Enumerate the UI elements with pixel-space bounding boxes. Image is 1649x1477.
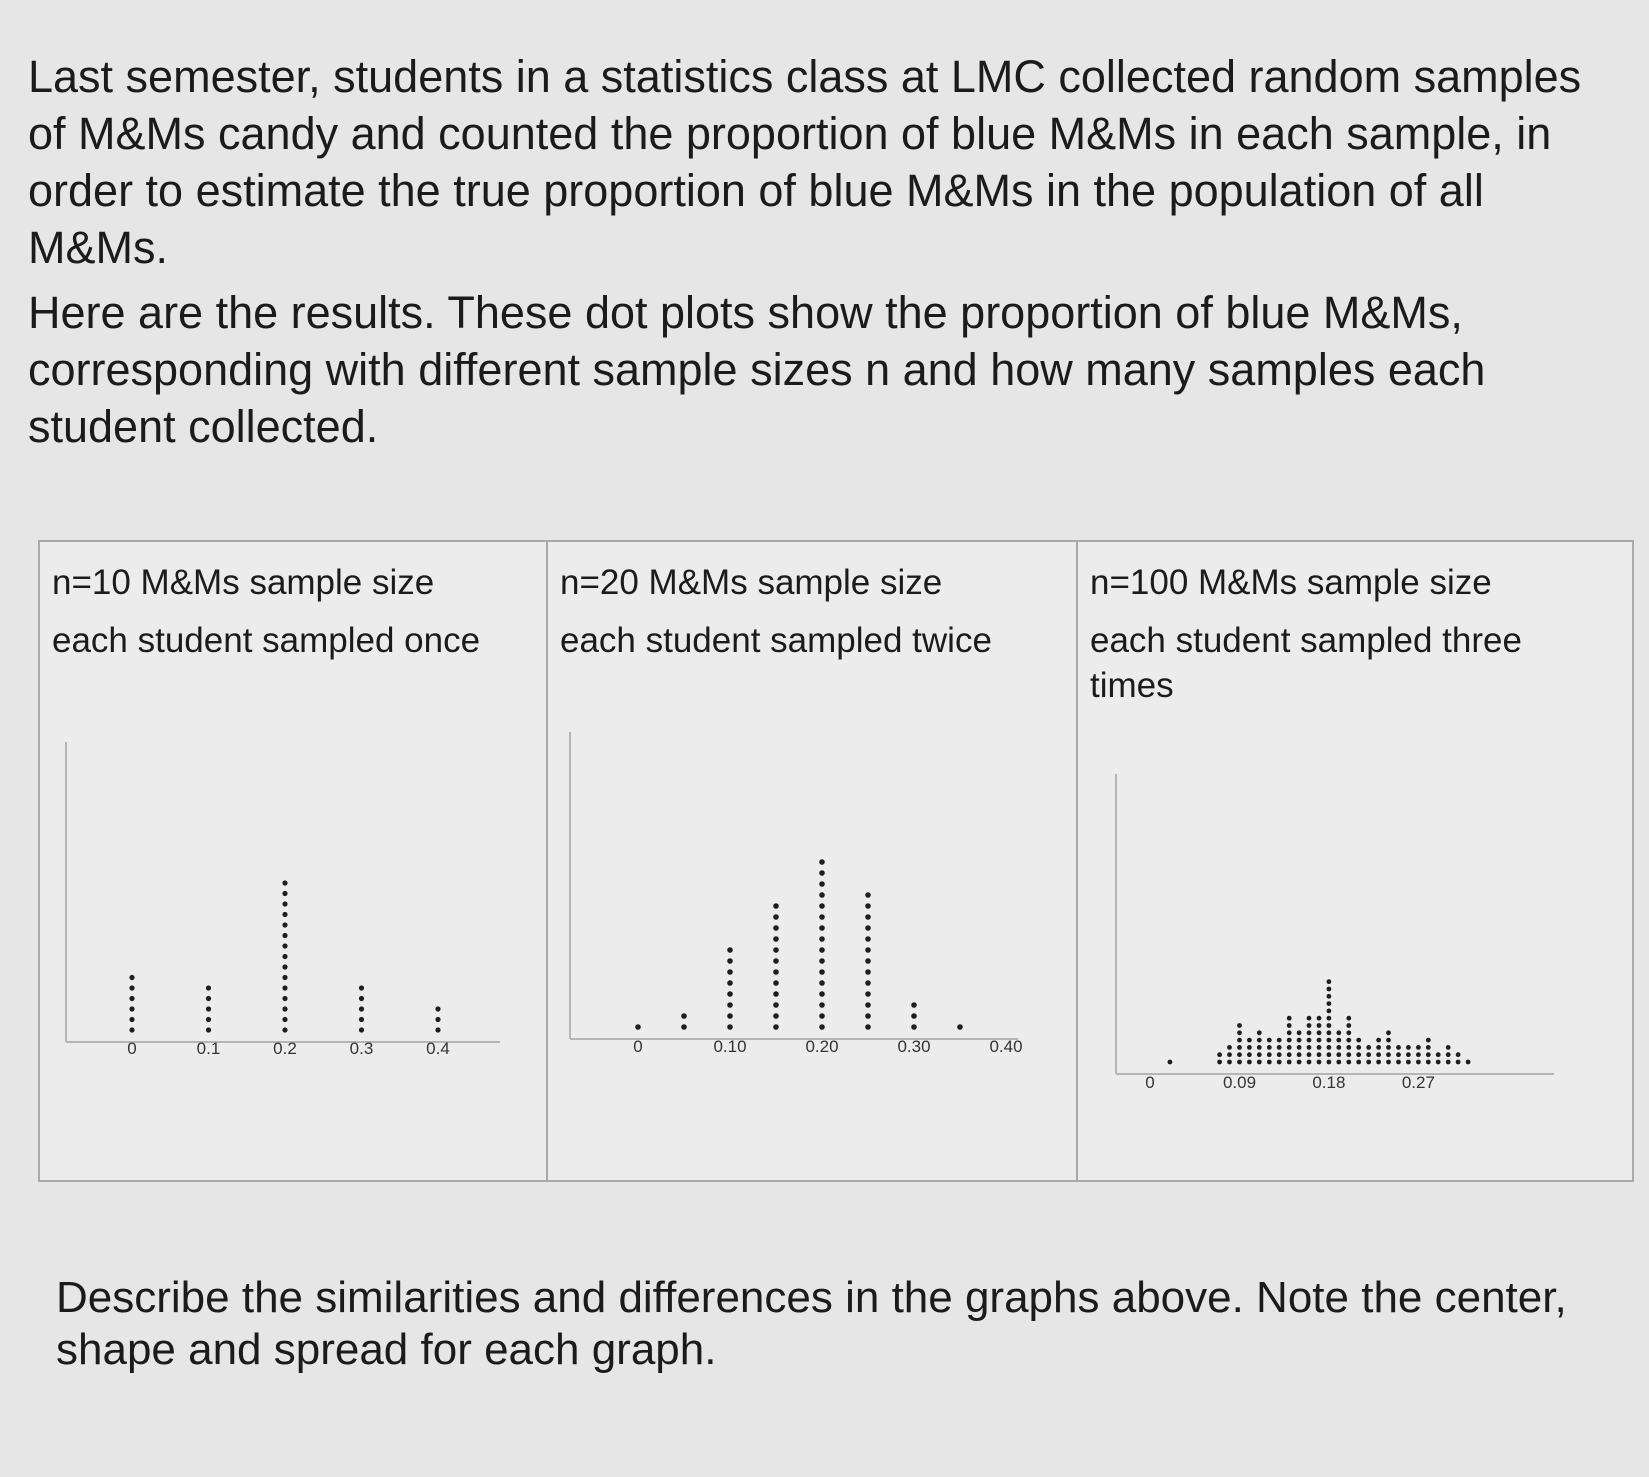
dot-point bbox=[1366, 1060, 1371, 1065]
dot-point bbox=[1217, 1052, 1222, 1057]
dot-point bbox=[1168, 1060, 1173, 1065]
dot-point bbox=[1227, 1052, 1232, 1057]
dot-point bbox=[282, 1017, 287, 1022]
dot-point bbox=[1277, 1045, 1282, 1050]
dot-point bbox=[1426, 1052, 1431, 1057]
dot-point bbox=[819, 903, 825, 909]
x-tick-label: 0.4 bbox=[426, 1039, 450, 1058]
dot-point bbox=[1346, 1052, 1351, 1057]
dot-point bbox=[1317, 1030, 1322, 1035]
dot-point bbox=[1317, 1052, 1322, 1057]
dot-point bbox=[773, 914, 779, 920]
panel-n10 bbox=[40, 542, 548, 1180]
dot-point bbox=[1297, 1060, 1302, 1065]
dot-point bbox=[1287, 1052, 1292, 1057]
dot-plot-n100 bbox=[1078, 542, 1632, 1184]
dot-point bbox=[1327, 1038, 1332, 1043]
dot-point bbox=[1406, 1052, 1411, 1057]
dot-point bbox=[1257, 1045, 1262, 1050]
dot-point bbox=[1227, 1045, 1232, 1050]
x-tick-label: 0.3 bbox=[349, 1039, 374, 1058]
dot-point bbox=[819, 859, 825, 865]
dot-point bbox=[773, 947, 779, 953]
x-tick-label: 0.1 bbox=[196, 1039, 221, 1058]
dot-point bbox=[129, 1027, 134, 1032]
dot-point bbox=[1297, 1052, 1302, 1057]
dot-point bbox=[1336, 1038, 1341, 1043]
dot-point bbox=[819, 925, 825, 931]
dot-point bbox=[1247, 1038, 1252, 1043]
dot-point bbox=[359, 996, 364, 1001]
dot-point bbox=[1267, 1038, 1272, 1043]
dot-point bbox=[819, 1024, 825, 1030]
dot-point bbox=[1386, 1045, 1391, 1050]
panel-n100 bbox=[1078, 542, 1632, 1180]
dot-point bbox=[819, 947, 825, 953]
dot-point bbox=[819, 980, 825, 986]
dot-point bbox=[359, 1006, 364, 1011]
dot-point bbox=[819, 870, 825, 876]
dot-point bbox=[773, 903, 779, 909]
dot-point bbox=[1346, 1023, 1351, 1028]
dot-point bbox=[1456, 1052, 1461, 1057]
dot-point bbox=[1307, 1023, 1312, 1028]
dot-point bbox=[282, 996, 287, 1001]
dot-point bbox=[1327, 1030, 1332, 1035]
dot-point bbox=[1237, 1052, 1242, 1057]
dot-point bbox=[1287, 1030, 1292, 1035]
dot-point bbox=[1307, 1030, 1312, 1035]
dot-point bbox=[1307, 1016, 1312, 1021]
dot-point bbox=[1237, 1038, 1242, 1043]
dot-point bbox=[865, 969, 871, 975]
dot-point bbox=[1406, 1060, 1411, 1065]
dot-point bbox=[727, 980, 733, 986]
dot-point bbox=[1456, 1060, 1461, 1065]
intro-paragraph: Last semester, students in a statistics class at LMC collected random samples of M&Ms candy and counted the proportion of blue M&Ms in each sample, in order to estimate the true proportion of blue M&Ms in the population of all M&Ms. bbox=[28, 51, 1582, 273]
dot-point bbox=[1327, 1045, 1332, 1050]
dot-point bbox=[206, 996, 211, 1001]
dot-point bbox=[282, 880, 287, 885]
dot-point bbox=[1436, 1060, 1441, 1065]
dot-point bbox=[819, 892, 825, 898]
dot-point bbox=[1466, 1060, 1471, 1065]
dot-point bbox=[819, 881, 825, 887]
dot-point bbox=[773, 1002, 779, 1008]
dot-point bbox=[819, 969, 825, 975]
dot-point bbox=[727, 1013, 733, 1019]
dot-point bbox=[129, 1017, 134, 1022]
dot-plot-n20 bbox=[548, 542, 1078, 1184]
dot-point bbox=[359, 1027, 364, 1032]
dot-point bbox=[865, 936, 871, 942]
dot-point bbox=[1327, 1001, 1332, 1006]
dot-point bbox=[819, 936, 825, 942]
dot-point bbox=[819, 958, 825, 964]
dot-point bbox=[1297, 1030, 1302, 1035]
dot-point bbox=[1247, 1052, 1252, 1057]
dot-point bbox=[1336, 1052, 1341, 1057]
dot-point bbox=[129, 985, 134, 990]
dot-point bbox=[727, 947, 733, 953]
dot-point bbox=[1307, 1052, 1312, 1057]
dot-point bbox=[1237, 1045, 1242, 1050]
dot-point bbox=[1376, 1052, 1381, 1057]
dot-point bbox=[282, 975, 287, 980]
dot-point bbox=[1356, 1045, 1361, 1050]
dot-point bbox=[1257, 1052, 1262, 1057]
dot-point bbox=[1346, 1016, 1351, 1021]
dot-point bbox=[1287, 1060, 1292, 1065]
x-tick-label: 0 bbox=[633, 1037, 643, 1056]
dot-point bbox=[865, 892, 871, 898]
dot-point bbox=[1346, 1060, 1351, 1065]
dot-point bbox=[1237, 1060, 1242, 1065]
dot-point bbox=[1366, 1045, 1371, 1050]
dot-point bbox=[282, 933, 287, 938]
dot-point bbox=[865, 980, 871, 986]
dot-point bbox=[1267, 1060, 1272, 1065]
dot-point bbox=[865, 1024, 871, 1030]
dot-point bbox=[773, 991, 779, 997]
dot-point bbox=[1317, 1060, 1322, 1065]
dot-point bbox=[282, 922, 287, 927]
dot-point bbox=[1436, 1052, 1441, 1057]
dot-point bbox=[282, 985, 287, 990]
dot-point bbox=[129, 996, 134, 1001]
dot-plot-n10 bbox=[40, 542, 548, 1184]
dot-point bbox=[282, 1006, 287, 1011]
dot-point bbox=[1426, 1045, 1431, 1050]
dot-point bbox=[1327, 979, 1332, 984]
dot-point bbox=[773, 1013, 779, 1019]
dot-point bbox=[1247, 1045, 1252, 1050]
dot-point bbox=[1297, 1038, 1302, 1043]
dot-point bbox=[1386, 1038, 1391, 1043]
dot-point bbox=[1416, 1060, 1421, 1065]
dot-point bbox=[819, 914, 825, 920]
dot-point bbox=[727, 1024, 733, 1030]
dot-point bbox=[359, 985, 364, 990]
dot-point bbox=[681, 1013, 687, 1019]
dot-point bbox=[1307, 1038, 1312, 1043]
dot-point bbox=[1277, 1052, 1282, 1057]
panel-subtitle: each student sampled twice bbox=[560, 621, 992, 660]
x-tick-label: 0.09 bbox=[1222, 1073, 1257, 1092]
dot-point bbox=[773, 936, 779, 942]
dot-point bbox=[865, 914, 871, 920]
dot-point bbox=[865, 925, 871, 931]
dot-point bbox=[282, 943, 287, 948]
dot-point bbox=[1277, 1060, 1282, 1065]
dot-point bbox=[1376, 1038, 1381, 1043]
dot-point bbox=[435, 1027, 440, 1032]
dot-point bbox=[1416, 1052, 1421, 1057]
dot-point bbox=[773, 1024, 779, 1030]
panel-title: n=20 M&Ms sample size bbox=[560, 563, 943, 602]
dot-point bbox=[727, 1002, 733, 1008]
dot-point bbox=[819, 1002, 825, 1008]
x-tick-label: 0.20 bbox=[805, 1037, 839, 1056]
dot-point bbox=[1257, 1038, 1262, 1043]
dot-point bbox=[1346, 1038, 1351, 1043]
dot-point bbox=[773, 925, 779, 931]
dot-point bbox=[1426, 1038, 1431, 1043]
dot-point bbox=[819, 1013, 825, 1019]
x-tick-label: 0.40 bbox=[989, 1037, 1023, 1056]
dot-point bbox=[1406, 1045, 1411, 1050]
dot-point bbox=[1327, 994, 1332, 999]
dot-point bbox=[911, 1002, 917, 1008]
dot-point bbox=[282, 1027, 287, 1032]
dot-point bbox=[282, 891, 287, 896]
dot-point bbox=[1336, 1030, 1341, 1035]
dot-point bbox=[1386, 1030, 1391, 1035]
dot-point bbox=[957, 1024, 963, 1030]
dot-point bbox=[206, 1006, 211, 1011]
dot-point bbox=[865, 1013, 871, 1019]
dot-point bbox=[727, 969, 733, 975]
dot-point bbox=[1267, 1045, 1272, 1050]
dot-point bbox=[1307, 1045, 1312, 1050]
dot-point bbox=[773, 980, 779, 986]
dot-point bbox=[206, 1017, 211, 1022]
dot-point bbox=[1307, 1060, 1312, 1065]
dot-point bbox=[635, 1024, 641, 1030]
dot-point bbox=[1227, 1060, 1232, 1065]
dot-point bbox=[1217, 1060, 1222, 1065]
x-tick-label: 0.30 bbox=[897, 1037, 931, 1056]
dot-point bbox=[1356, 1060, 1361, 1065]
dot-point bbox=[865, 947, 871, 953]
dot-point bbox=[282, 954, 287, 959]
dot-point bbox=[1396, 1052, 1401, 1057]
dot-point bbox=[1366, 1052, 1371, 1057]
dot-point bbox=[1346, 1045, 1351, 1050]
dot-point bbox=[359, 1017, 364, 1022]
dot-point bbox=[282, 912, 287, 917]
dot-point bbox=[1396, 1045, 1401, 1050]
dot-point bbox=[865, 1002, 871, 1008]
x-tick-label: 0 bbox=[127, 1039, 137, 1058]
dot-point bbox=[681, 1024, 687, 1030]
dot-point bbox=[1356, 1038, 1361, 1043]
dot-point bbox=[1237, 1023, 1242, 1028]
panel-subtitle: each student sampled once bbox=[52, 621, 481, 660]
dot-point bbox=[1297, 1045, 1302, 1050]
dot-point bbox=[1416, 1045, 1421, 1050]
dot-point bbox=[1237, 1030, 1242, 1035]
dot-point bbox=[1346, 1030, 1351, 1035]
dot-point bbox=[727, 958, 733, 964]
dot-point bbox=[1446, 1060, 1451, 1065]
dot-point bbox=[1376, 1060, 1381, 1065]
dot-point bbox=[1327, 987, 1332, 992]
dot-point bbox=[1426, 1060, 1431, 1065]
panel-n20 bbox=[548, 542, 1078, 1180]
dot-point bbox=[129, 1006, 134, 1011]
dot-point bbox=[1356, 1052, 1361, 1057]
question-paragraph: Describe the similarities and differences in the graphs above. Note the center, shape and spread for each graph. bbox=[56, 1273, 1567, 1374]
dot-point bbox=[1287, 1045, 1292, 1050]
dot-point bbox=[1287, 1038, 1292, 1043]
dot-point bbox=[1386, 1060, 1391, 1065]
dot-point bbox=[911, 1024, 917, 1030]
results-paragraph: Here are the results. These dot plots show the proportion of blue M&Ms, corresponding with different sample sizes n and how many samples each student collected. bbox=[28, 287, 1486, 452]
dot-point bbox=[129, 975, 134, 980]
dot-point bbox=[1327, 1023, 1332, 1028]
dot-point bbox=[435, 1006, 440, 1011]
dot-point bbox=[1267, 1052, 1272, 1057]
panel-title: n=10 M&Ms sample size bbox=[52, 563, 435, 602]
x-tick-label: 0 bbox=[1145, 1073, 1155, 1092]
dot-point bbox=[1327, 1016, 1332, 1021]
dot-point bbox=[773, 958, 779, 964]
dot-point bbox=[1336, 1045, 1341, 1050]
dot-point bbox=[282, 964, 287, 969]
x-tick-label: 0.2 bbox=[273, 1039, 297, 1058]
dot-point bbox=[773, 969, 779, 975]
dot-point bbox=[1327, 1009, 1332, 1014]
dot-point bbox=[1257, 1030, 1262, 1035]
dot-point bbox=[1317, 1016, 1322, 1021]
dot-point bbox=[1317, 1045, 1322, 1050]
dot-point bbox=[1376, 1045, 1381, 1050]
dot-point bbox=[1446, 1045, 1451, 1050]
panel-title: n=100 M&Ms sample size bbox=[1090, 563, 1492, 602]
x-tick-label: 0.10 bbox=[713, 1037, 747, 1056]
dot-point bbox=[911, 1013, 917, 1019]
dot-point bbox=[1327, 1052, 1332, 1057]
dot-point bbox=[1446, 1052, 1451, 1057]
dot-point bbox=[1287, 1023, 1292, 1028]
x-tick-label: 0.18 bbox=[1312, 1073, 1346, 1092]
dot-point bbox=[1396, 1060, 1401, 1065]
dot-point bbox=[435, 1017, 440, 1022]
dot-point bbox=[206, 1027, 211, 1032]
dot-point bbox=[1257, 1060, 1262, 1065]
dot-plot-table bbox=[38, 540, 1634, 1182]
dot-point bbox=[1247, 1060, 1252, 1065]
dot-point bbox=[1317, 1023, 1322, 1028]
dot-point bbox=[1277, 1038, 1282, 1043]
x-tick-label: 0.27 bbox=[1401, 1073, 1435, 1092]
dot-point bbox=[282, 901, 287, 906]
panel-subtitle: each student sampled three times bbox=[1090, 621, 1522, 705]
dot-point bbox=[865, 903, 871, 909]
dot-point bbox=[206, 985, 211, 990]
dot-point bbox=[727, 991, 733, 997]
dot-point bbox=[1327, 1060, 1332, 1065]
dot-point bbox=[819, 991, 825, 997]
dot-point bbox=[865, 958, 871, 964]
dot-point bbox=[1317, 1038, 1322, 1043]
dot-point bbox=[1336, 1060, 1341, 1065]
dot-point bbox=[865, 991, 871, 997]
dot-point bbox=[1386, 1052, 1391, 1057]
dot-point bbox=[1287, 1016, 1292, 1021]
